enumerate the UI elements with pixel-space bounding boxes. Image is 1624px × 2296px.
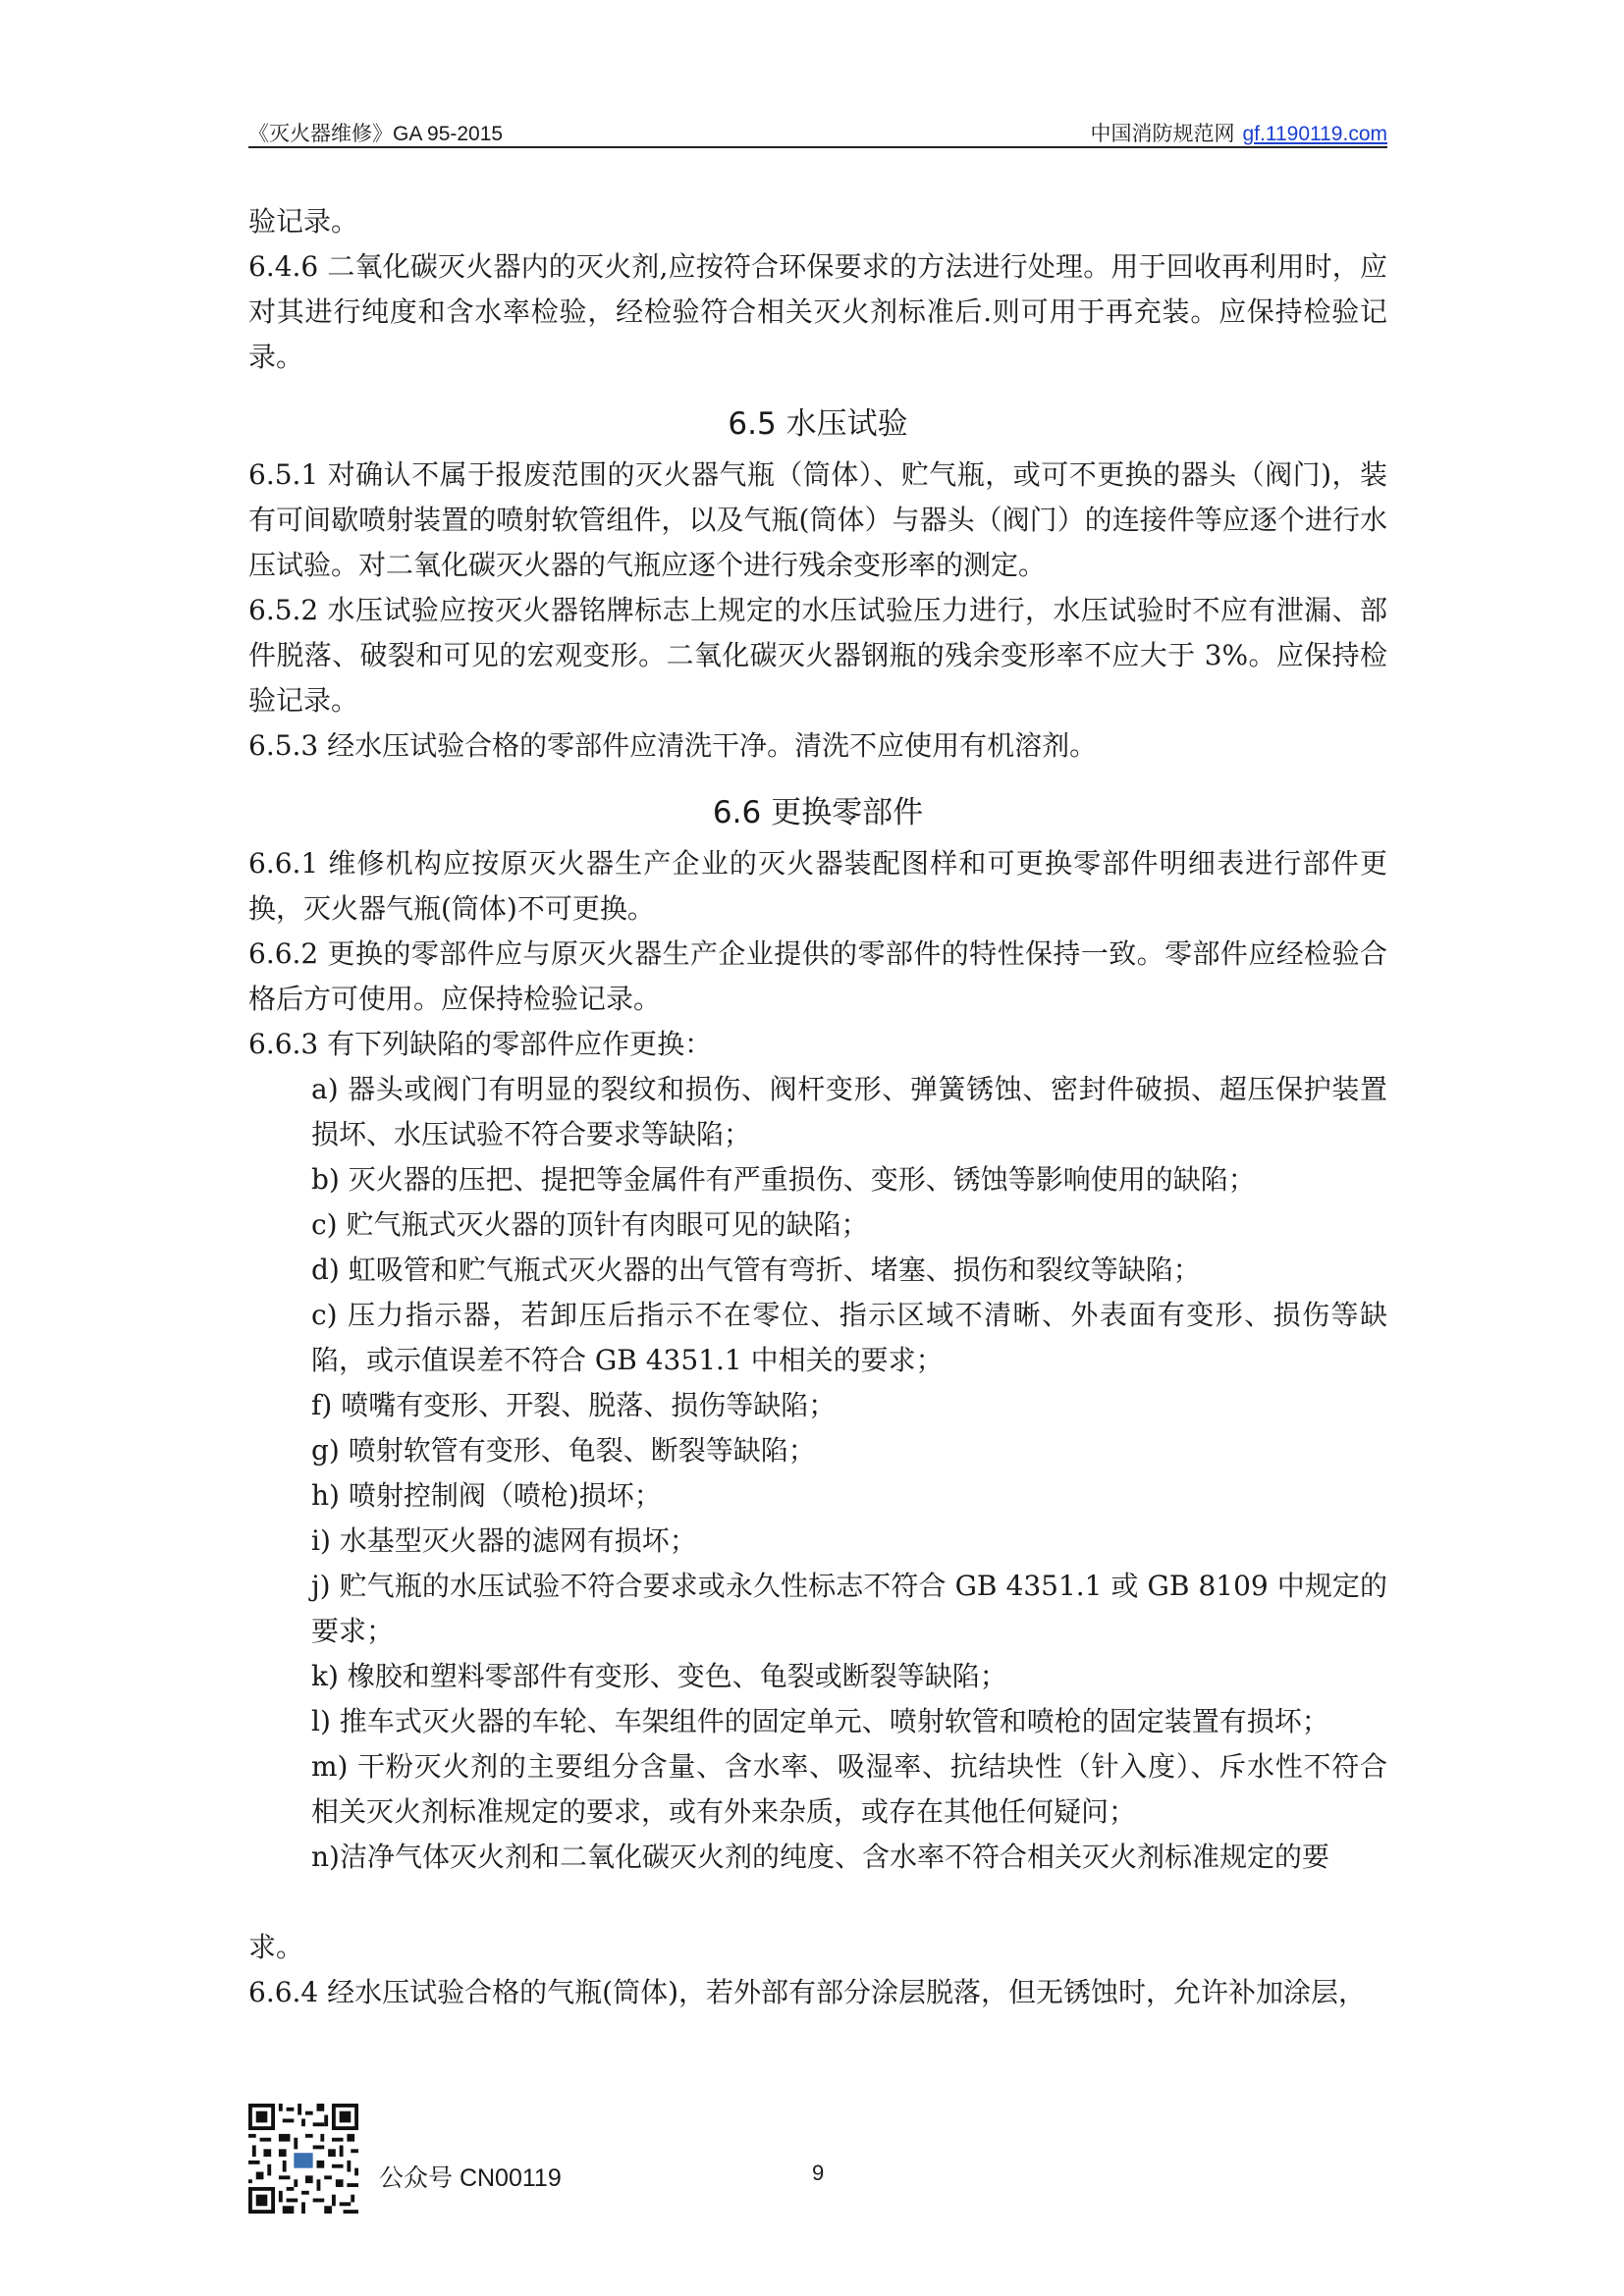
- list-item-m: m) 干粉灭火剂的主要组分含量、含水率、吸湿率、抗结块性（针入度）、斥水性不符合相关灭火剂标准规定的要求，或有外来杂质，或存在其他任何疑问；: [311, 1750, 1387, 1828]
- list-item-n: n)洁净气体灭火剂和二氧化碳灭火剂的纯度、含水率不符合相关灭火剂标准规定的要: [311, 1841, 1329, 1873]
- section-heading-6-5: 6.5 水压试验: [728, 406, 908, 442]
- list-item-n-continuation: 求。: [248, 1931, 304, 1963]
- list-item-c-second: c) 压力指示器，若卸压后指示不在零位、指示区域不清晰、外表面有变形、损伤等缺陷，或示值误差不符合 GB 4351.1 中相关的要求；: [311, 1299, 1387, 1376]
- list-item-c: c) 贮气瓶式灭火器的顶针有肉眼可见的缺陷；: [311, 1208, 869, 1241]
- page-number: 9: [812, 2161, 825, 2185]
- clause-6-5-3: 6.5.3 经水压试验合格的零部件应清洗干净。清洗不应使用有机溶剂。: [248, 729, 1098, 762]
- paragraph: 验记录。: [248, 205, 359, 238]
- list-item-a: a) 器头或阀门有明显的裂纹和损伤、阀杆变形、弹簧锈蚀、密封件破损、超压保护装置损坏、水压试验不符合要求等缺陷；: [311, 1073, 1387, 1150]
- page-header: [248, 115, 1387, 148]
- qr-code-icon: [248, 2104, 358, 2214]
- list-item-j: j) 贮气瓶的水压试验不符合要求或永久性标志不符合 GB 4351.1 或 GB 8109 中规定的要求；: [311, 1570, 1387, 1647]
- official-account-label: 公众号 CN00119: [379, 2164, 562, 2192]
- site-info: [1091, 118, 1388, 147]
- document-title: 《灭火器维修》GA 95-2015: [248, 123, 504, 145]
- list-item-g: g) 喷射软管有变形、龟裂、断裂等缺陷；: [311, 1434, 816, 1467]
- page-content: [248, 199, 1387, 2015]
- clause-6-6-2: 6.6.2 更换的零部件应与原灭火器生产企业提供的零部件的特性保持一致。零部件应经检验合格后方可使用。应保持检验记录。: [248, 937, 1387, 1015]
- list-item-f: f) 喷嘴有变形、开裂、脱落、损伤等缺陷；: [311, 1389, 837, 1421]
- list-item-b: b) 灭火器的压把、提把等金属件有严重损伤、变形、锈蚀等影响使用的缺陷；: [311, 1163, 1256, 1196]
- list-item-d: d) 虹吸管和贮气瓶式灭火器的出气管有弯折、堵塞、损伤和裂纹等缺陷；: [311, 1254, 1201, 1286]
- clause-6-5-2: 6.5.2 水压试验应按灭火器铭牌标志上规定的水压试验压力进行，水压试验时不应有泄漏、部件脱落、破裂和可见的宏观变形。二氧化碳灭火器钢瓶的残余变形率不应大于 3%。应保持检验记录。: [248, 594, 1387, 717]
- page-footer: [248, 2104, 1387, 2231]
- clause-6-4-6: 6.4.6 二氧化碳灭火器内的灭火剂,应按符合环保要求的方法进行处理。用于回收再利用时，应对其进行纯度和含水率检验，经检验符合相关灭火剂标准后.则可用于再充装。应保持检验记录。: [248, 250, 1387, 373]
- list-item-h: h) 喷射控制阀（喷枪)损坏；: [311, 1479, 662, 1512]
- clause-6-6-3: 6.6.3 有下列缺陷的零部件应作更换：: [248, 1028, 713, 1060]
- section-heading-6-6: 6.6 更换零部件: [712, 795, 924, 830]
- site-url-link[interactable]: gf.1190119.com: [1242, 123, 1387, 145]
- clause-6-6-1: 6.6.1 维修机构应按原灭火器生产企业的灭火器装配图样和可更换零部件明细表进行部件更换，灭火器气瓶(筒体)不可更换。: [248, 847, 1387, 925]
- list-item-i: i) 水基型灭火器的滤网有损坏；: [311, 1524, 697, 1557]
- clause-6-6-4: 6.6.4 经水压试验合格的气瓶(筒体)，若外部有部分涂层脱落，但无锈蚀时，允许补加涂层，: [248, 1976, 1366, 2008]
- list-item-l: l) 推车式灭火器的车轮、车架组件的固定单元、喷射软管和喷枪的固定装置有损坏；: [311, 1705, 1329, 1737]
- list-item-k: k) 橡胶和塑料零部件有变形、变色、龟裂或断裂等缺陷；: [311, 1660, 1007, 1692]
- site-name: 中国消防规范网: [1090, 123, 1235, 145]
- clause-6-5-1: 6.5.1 对确认不属于报废范围的灭火器气瓶（筒体）、贮气瓶，或可不更换的器头（阀门)，装有可间歇喷射装置的喷射软管组件，以及气瓶(筒体）与器头（阀门）的连接件等应逐个进行水压试验。对二氧化碳灭火器的气瓶应逐个进行残余变形率的测定。: [248, 458, 1387, 581]
